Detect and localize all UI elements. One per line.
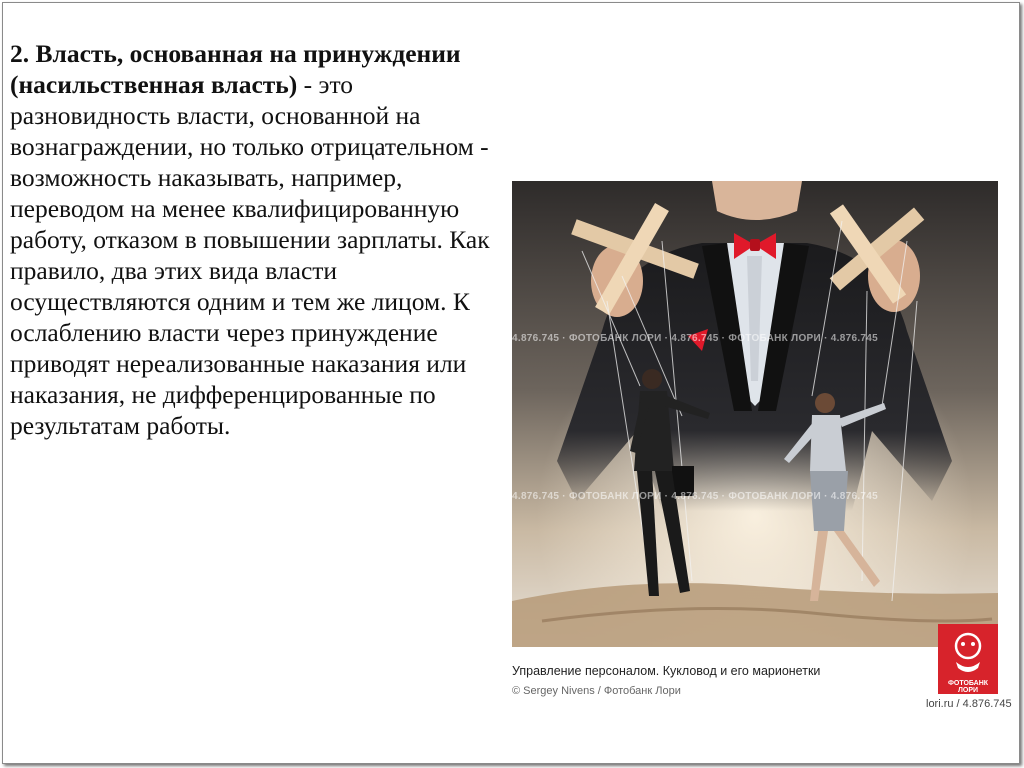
item-number: 2. bbox=[10, 39, 30, 68]
photo-watermark-2: 4.876.745 · ФОТОБАНК ЛОРИ · 4.876.745 · ФОТОБАНК ЛОРИ · 4.876.745 bbox=[512, 491, 878, 502]
lori-photo-id: lori.ru / 4.876.745 bbox=[926, 698, 1012, 710]
lori-logo-text: ФОТОБАНК ЛОРИ bbox=[947, 680, 989, 694]
definition-term: Власть, основанная на принуждении (насильственная власть) bbox=[10, 39, 461, 99]
definition-text: - это разновидность власти, основанной на вознаграждении, но только отрицательном - возможность наказывать, например, переводом на менее квалифицированную работу, отказом в повышении зарплаты. Как правило, два этих вида власти осуществляются одним и тем же лицом. К ослаблению власти через принуждение приводят нереализованные наказания или наказания, не дифференцированные по результатам работы. bbox=[10, 70, 490, 440]
photo-credit: © Sergey Nivens / Фотобанк Лори bbox=[512, 685, 681, 697]
photo-caption: Управление персоналом. Кукловод и его марионетки bbox=[512, 664, 821, 678]
lori-logo bbox=[938, 624, 998, 694]
lori-logo-icon bbox=[938, 624, 998, 680]
slide-body-text bbox=[10, 38, 490, 441]
puppeteer-illustration bbox=[512, 181, 998, 647]
photo-watermark-1: 4.876.745 · ФОТОБАНК ЛОРИ · 4.876.745 · ФОТОБАНК ЛОРИ · 4.876.745 bbox=[512, 333, 878, 344]
puppeteer-photo bbox=[512, 181, 998, 647]
